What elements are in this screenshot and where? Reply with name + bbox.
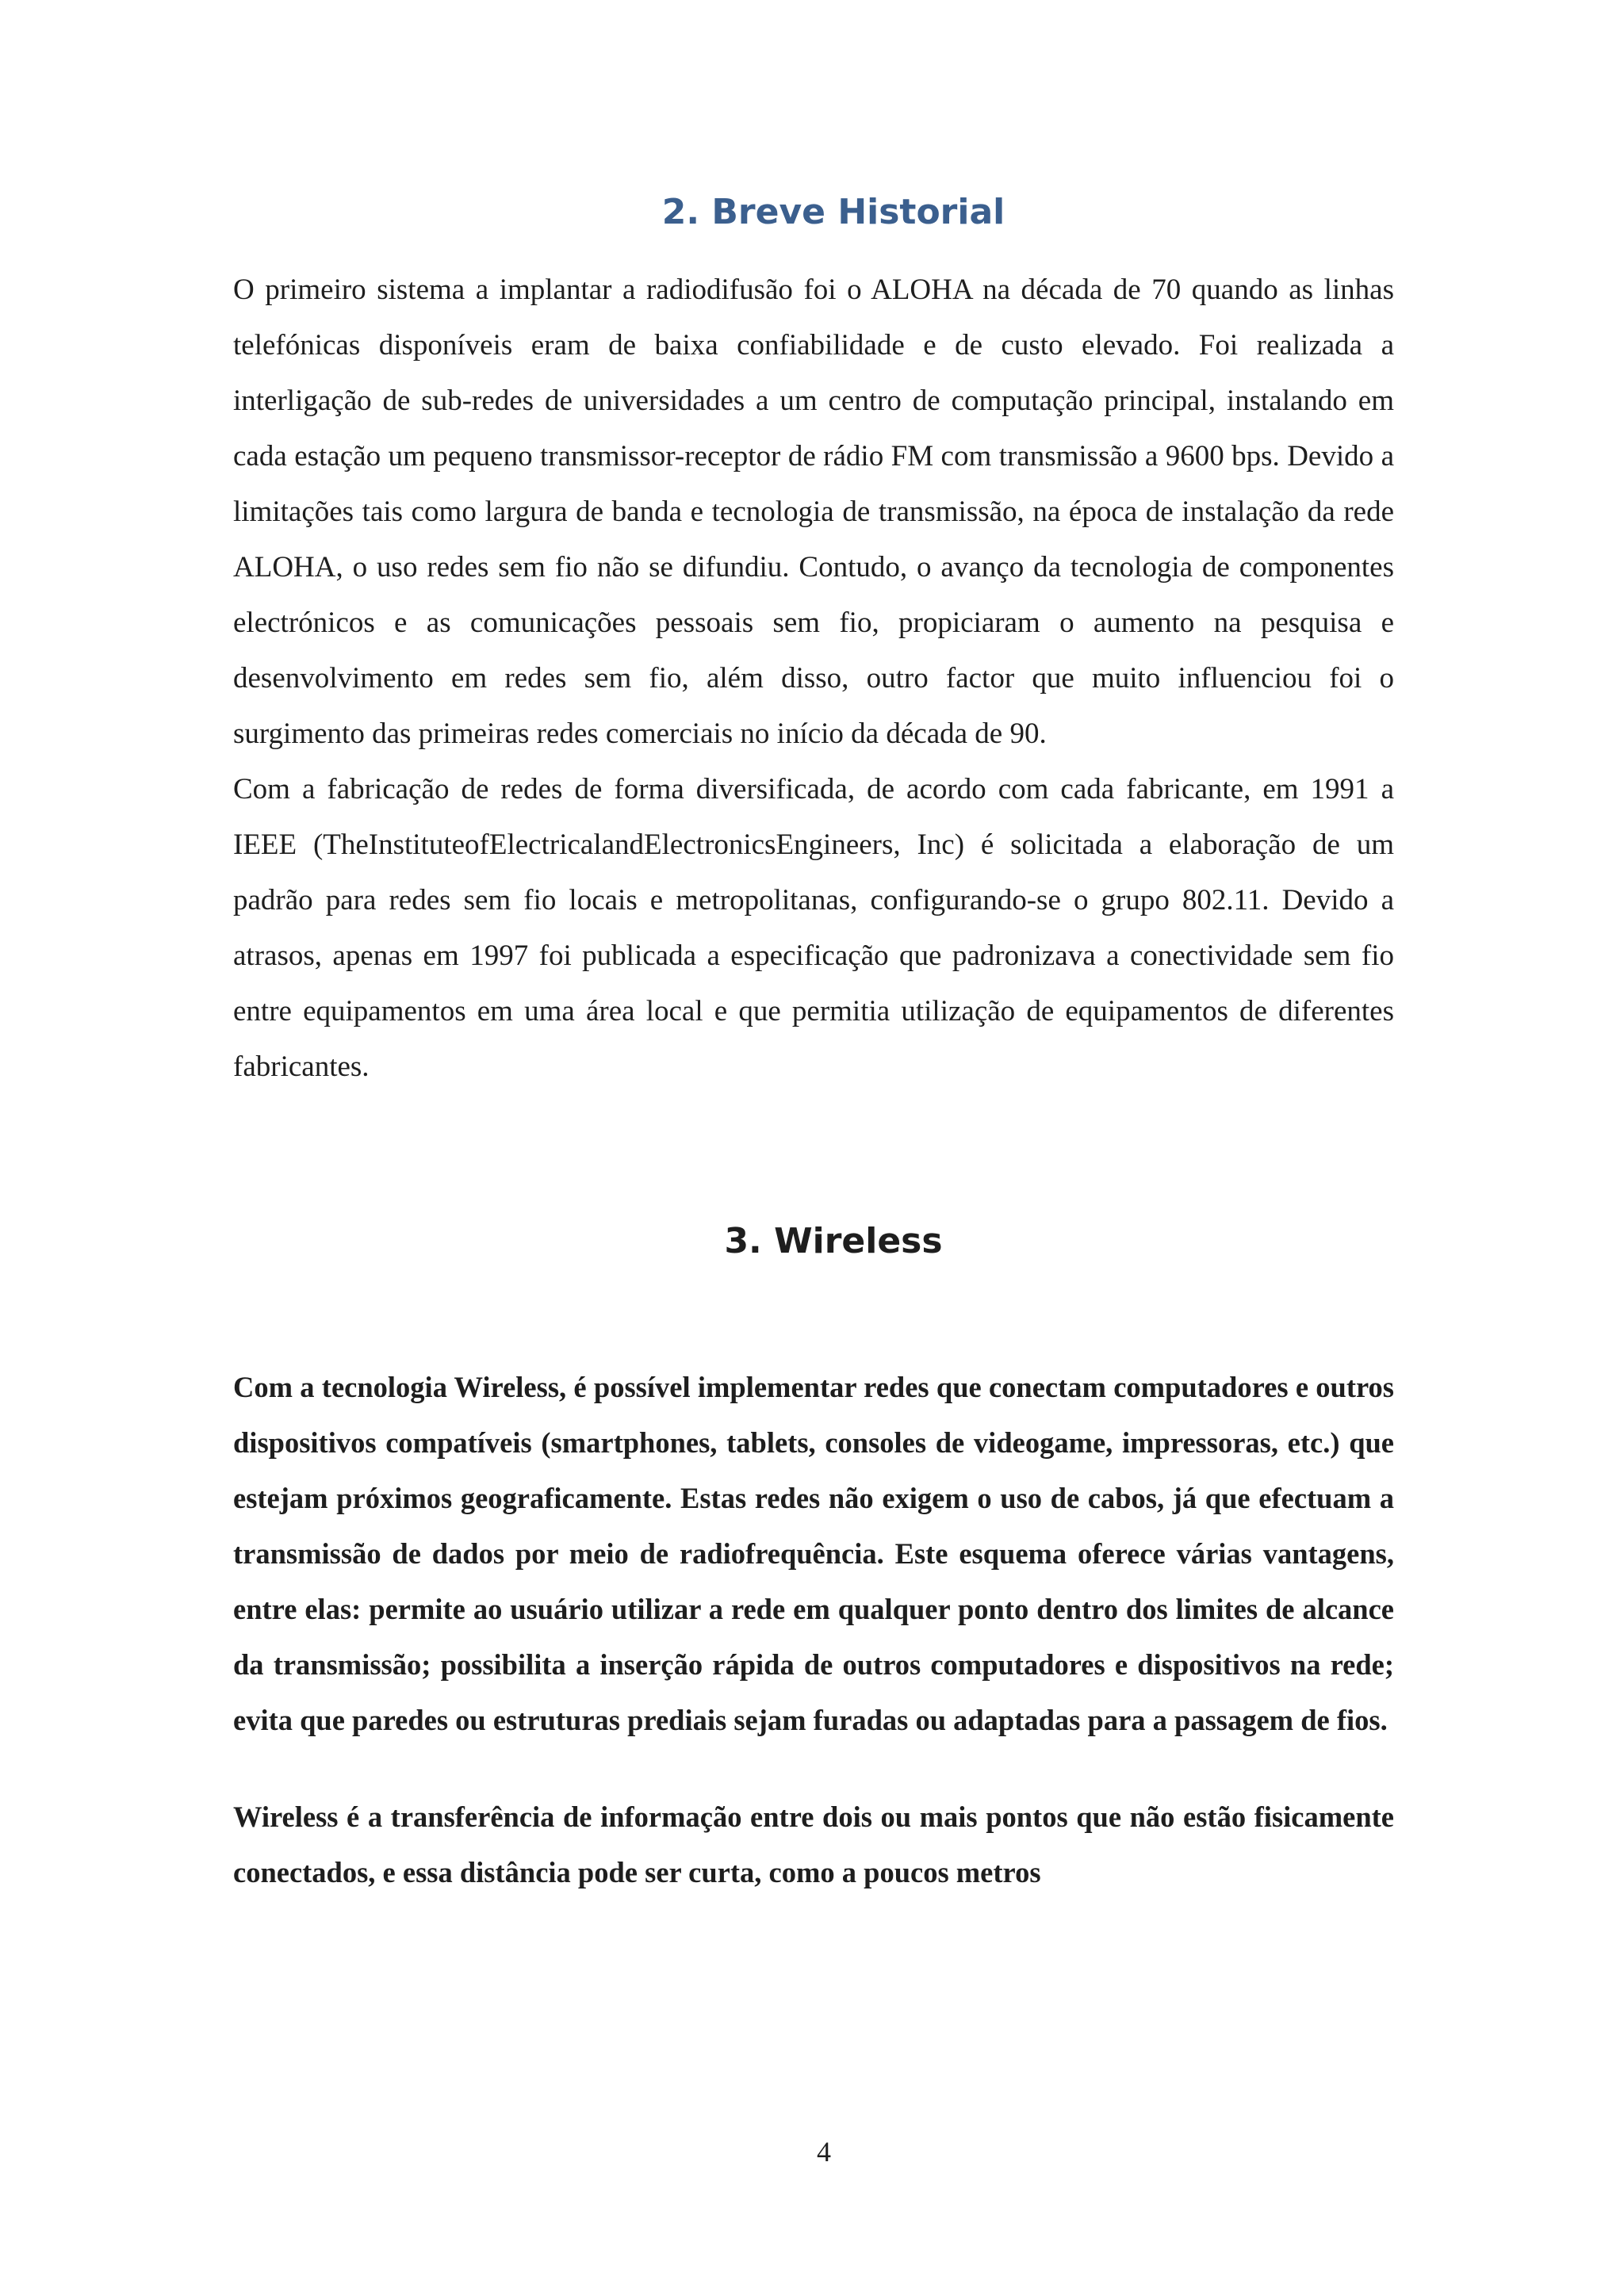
section-3-heading: 3. Wireless — [724, 1221, 943, 1261]
section-3-paragraph-1: Com a tecnologia Wireless, é possível implementar redes que conectam computadores e outros dispositivos compatíveis (smartphones, tablets, consoles de videogame, impressoras, etc.) que estejam próximos geograficamente. Estas redes não exigem o uso de cabos, já que efectuam a transmissão de dados por meio de radiofrequência. Este esquema oferece várias vantagens, entre elas: permite ao usuário utilizar a rede em qualquer ponto dentro dos limites de alcance da transmissão; possibilita a inserção rápida de outros computadores e dispositivos na rede; evita que paredes ou estruturas prediais sejam furadas ou adaptadas para a passagem de fios. — [233, 1371, 1394, 1736]
section-2-paragraph-2: Com a fabricação de redes de forma diversificada, de acordo com cada fabricante, em 1991 a IEEE (TheInstituteofElectricalandElectronicsEngineers, Inc) é solicitada a elaboração de um padrão para redes sem fio locais e metropolitanas, configurando-se o grupo 802.11. Devido a atrasos, apenas em 1997 foi publicada a especificação que padronizava a conectividade sem fio entre equipamentos em uma área local e que permitia utilização de equipamentos de diferentes fabricantes. — [233, 773, 1394, 1083]
section-2-body — [233, 262, 1394, 1095]
section-3-paragraph-2: Wireless é a transferência de informação entre dois ou mais pontos que não estão fisicamente conectados, e essa distância pode ser curta, como a poucos metros — [233, 1800, 1394, 1888]
page-number: 4 — [817, 2136, 831, 2168]
section-3-body — [233, 1360, 1394, 1900]
section-2-paragraph-1: O primeiro sistema a implantar a radiodifusão foi o ALOHA na década de 70 quando as linhas telefónicas disponíveis eram de baixa confiabilidade e de custo elevado. Foi realizada a interligação de sub-redes de universidades a um centro de computação principal, instalando em cada estação um pequeno transmissor-receptor de rádio FM com transmissão a 9600 bps. Devido a limitações tais como largura de banda e tecnologia de transmissão, na época de instalação da rede ALOHA, o uso redes sem fio não se difundiu. Contudo, o avanço da tecnologia de componentes electrónicos e as comunicações pessoais sem fio, propiciaram o aumento na pesquisa e desenvolvimento em redes sem fio, além disso, outro factor que muito influenciou foi o surgimento das primeiras redes comerciais no início da década de 90. — [233, 274, 1394, 750]
section-2-heading: 2. Breve Historial — [661, 192, 1005, 232]
